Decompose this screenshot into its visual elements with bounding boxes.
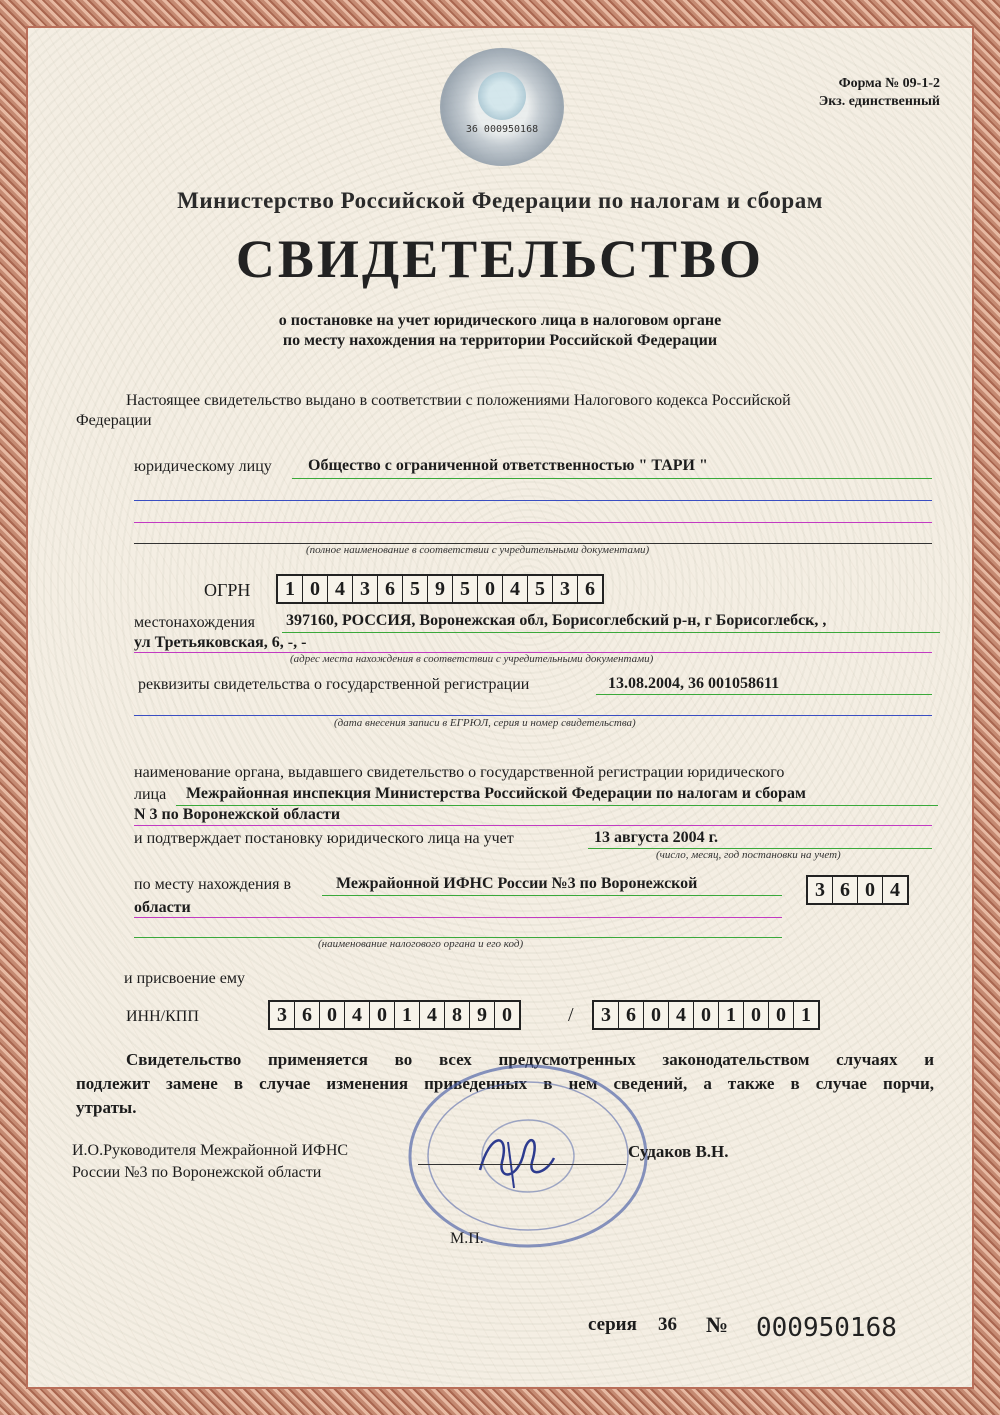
intro-line-1: Настоящее свидетельство выдано в соответствии с положениями Налогового кодекса Российской — [126, 392, 791, 409]
address-label: местонахождения — [134, 614, 255, 631]
inn-digit: 0 — [320, 1002, 345, 1028]
serial-number: 000950168 — [756, 1313, 897, 1343]
kpp-digit: 3 — [594, 1002, 619, 1028]
subtitle-line-2: по месту нахождения на территории Российской Федерации — [282, 332, 718, 349]
authority-label-1: наименование органа, выдавшего свидетельство о государственной регистрации юридического — [134, 764, 785, 781]
authority-rule-2 — [134, 825, 932, 826]
inn-kpp-label: ИНН/КПП — [126, 1008, 199, 1025]
location-line-2: области — [134, 899, 191, 916]
series-label: серия — [588, 1314, 637, 1335]
address-line-2: ул Третьяковская, 6, -, - — [134, 634, 307, 651]
ogrn-digit: 6 — [378, 576, 403, 602]
ogrn-digit: 9 — [428, 576, 453, 602]
tax-office-code-digit: 0 — [858, 877, 883, 903]
ogrn-digit: 5 — [403, 576, 428, 602]
authority-line-1: Межрайонная инспекция Министерства Российской Федерации по налогам и сборам — [186, 785, 806, 802]
form-number: Форма № 09-1-2 — [838, 76, 940, 91]
entity-rule-1 — [292, 478, 932, 479]
authority-line-2: N 3 по Воронежской области — [134, 806, 341, 823]
stamp-place-label: М.П. — [450, 1230, 484, 1247]
statement-line-1: Свидетельство применяется во всех предусмотренных законодательством случаях и — [126, 1050, 934, 1069]
ogrn-digit: 5 — [453, 576, 478, 602]
registration-value: 13.08.2004, 36 001058611 — [608, 675, 780, 692]
ministry-name: Министерство Российской Федерации по налогам и сборам — [177, 188, 823, 213]
inn-digit: 3 — [270, 1002, 295, 1028]
inn-digit: 4 — [345, 1002, 370, 1028]
registration-rule-1 — [596, 694, 932, 695]
signature-rule — [418, 1164, 626, 1165]
tax-office-code — [806, 875, 909, 905]
statement-line-3: утраты. — [76, 1098, 137, 1117]
confirm-label: и подтверждает постановку юридического лица на учет — [134, 830, 514, 847]
ogrn-digit: 0 — [303, 576, 328, 602]
kpp-digit: 6 — [619, 1002, 644, 1028]
authority-label-2: лица — [134, 786, 167, 803]
registration-label: реквизиты свидетельства о государственной регистрации — [138, 676, 530, 693]
entity-rule-2 — [134, 500, 932, 501]
ogrn-digit: 1 — [278, 576, 303, 602]
hologram-seal — [440, 48, 564, 166]
registration-rule-2 — [134, 715, 932, 716]
ogrn-digits — [276, 574, 604, 604]
location-line-1: Межрайонной ИФНС России №3 по Воронежской — [336, 875, 698, 892]
kpp-digits — [592, 1000, 820, 1030]
statement-line-2: подлежит замене в случае изменения приведенных в нем сведений, а также в случае порчи, — [76, 1074, 934, 1093]
confirm-date: 13 августа 2004 г. — [594, 829, 719, 846]
intro-line-2: Федерации — [76, 412, 152, 429]
ogrn-digit: 0 — [478, 576, 503, 602]
inn-digit: 9 — [470, 1002, 495, 1028]
inn-digits — [268, 1000, 521, 1030]
tax-office-code-digit: 3 — [808, 877, 833, 903]
copy-label: Экз. единственный — [818, 94, 940, 109]
location-rule-1 — [322, 895, 782, 896]
signer-name: Судаков В.Н. — [628, 1142, 729, 1161]
ogrn-digit: 3 — [353, 576, 378, 602]
entity-name: Общество с ограниченной ответственностью " ТАРИ " — [308, 457, 708, 474]
ogrn-digit: 4 — [503, 576, 528, 602]
address-line-1: 397160, РОССИЯ, Воронежская обл, Борисоглебский р-н, г Борисоглебск, , — [286, 612, 827, 629]
signer-title-1: И.О.Руководителя Межрайонной ИФНС — [72, 1142, 349, 1159]
signer-title-2: России №3 по Воронежской области — [72, 1164, 322, 1181]
hologram-number: 36 000950168 — [465, 124, 539, 135]
address-rule-1 — [282, 632, 940, 633]
ogrn-digit: 3 — [553, 576, 578, 602]
inn-kpp-slash: / — [568, 1004, 574, 1026]
confirm-hint: (число, месяц, год постановки на учет) — [656, 849, 841, 861]
ogrn-digit: 5 — [528, 576, 553, 602]
kpp-digit: 1 — [801, 1004, 811, 1026]
kpp-digit: 1 — [719, 1002, 744, 1028]
number-sign: № — [706, 1312, 729, 1337]
tax-office-code-digit: 4 — [890, 879, 900, 901]
subtitle-line-1: о постановке на учет юридического лица в налоговом органе — [278, 312, 722, 329]
address-hint: (адрес места нахождения в соответствии с учредительными документами) — [290, 653, 654, 665]
kpp-digit: 0 — [744, 1002, 769, 1028]
entity-hint: (полное наименование в соответствии с учредительными документами) — [306, 544, 650, 556]
kpp-digit: 0 — [694, 1002, 719, 1028]
inn-digit: 0 — [502, 1004, 512, 1026]
location-label: по месту нахождения в — [134, 876, 292, 893]
kpp-digit: 0 — [644, 1002, 669, 1028]
series-value: 36 — [658, 1314, 677, 1335]
entity-label: юридическому лицу — [134, 458, 272, 475]
assign-label: и присвоение ему — [124, 970, 245, 987]
document-title: СВИДЕТЕЛЬСТВО — [235, 229, 765, 289]
ogrn-label: ОГРН — [204, 580, 251, 600]
entity-rule-3 — [134, 522, 932, 523]
location-hint: (наименование налогового органа и его код) — [318, 938, 524, 950]
tax-office-code-digit: 6 — [833, 877, 858, 903]
inn-digit: 8 — [445, 1002, 470, 1028]
inn-digit: 4 — [420, 1002, 445, 1028]
location-rule-2 — [134, 917, 782, 918]
ogrn-digit: 6 — [585, 578, 595, 600]
inn-digit: 6 — [295, 1002, 320, 1028]
inn-digit: 1 — [395, 1002, 420, 1028]
hologram-emblem — [478, 72, 526, 120]
inn-digit: 0 — [370, 1002, 395, 1028]
ogrn-digit: 4 — [328, 576, 353, 602]
registration-hint: (дата внесения записи в ЕГРЮЛ, серия и номер свидетельства) — [334, 717, 636, 729]
kpp-digit: 4 — [669, 1002, 694, 1028]
kpp-digit: 0 — [769, 1002, 794, 1028]
signature — [470, 1122, 560, 1192]
